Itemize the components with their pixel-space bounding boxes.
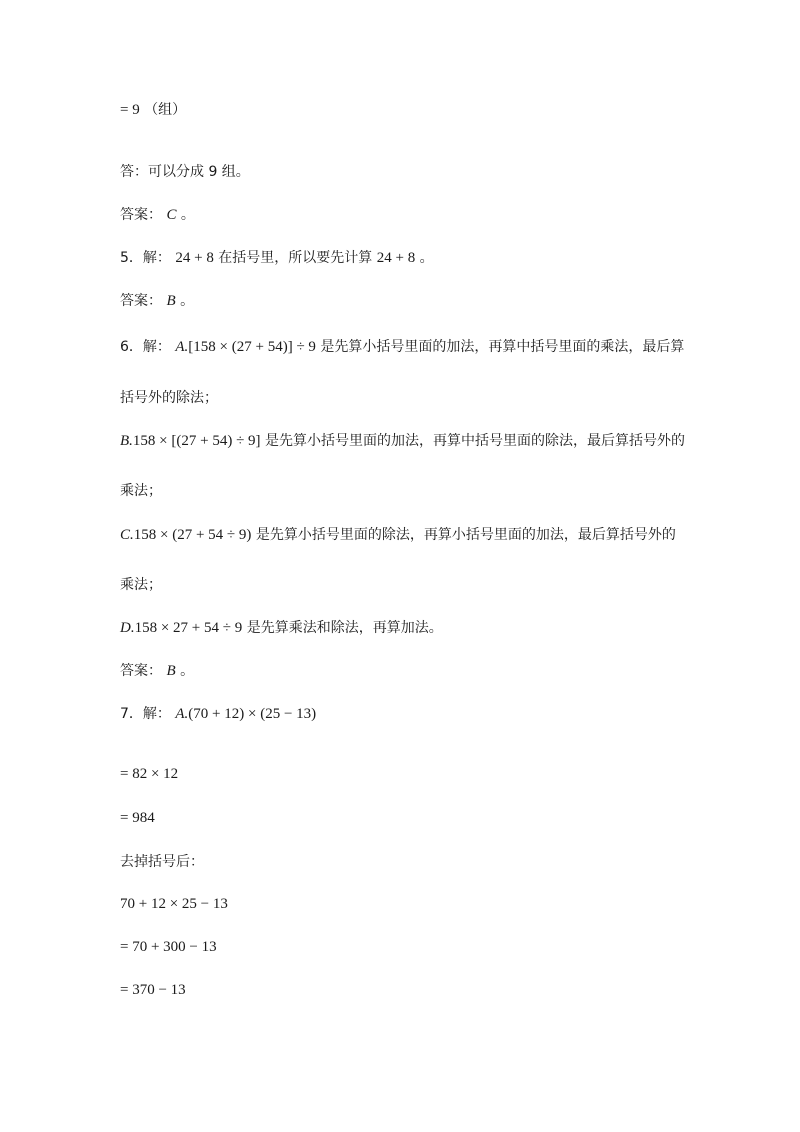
line-calc-step xyxy=(120,937,217,957)
math-expression: = 82 × 12 xyxy=(120,766,179,782)
line-answer-sentence xyxy=(120,162,250,182)
option-letter: A. xyxy=(175,339,189,355)
answer-label: 答案： xyxy=(120,207,162,223)
line-continuation xyxy=(120,388,218,408)
line-remove-brackets xyxy=(120,852,204,872)
math-expression: 24 + 8 xyxy=(376,250,416,266)
line-option-d xyxy=(120,618,443,638)
answer-choice: B xyxy=(166,663,176,679)
period: 。 xyxy=(180,293,195,309)
period: 。 xyxy=(180,663,195,679)
math-expression: = 370 − 13 xyxy=(120,982,186,998)
line-question-6 xyxy=(120,337,684,357)
line-option-b xyxy=(120,431,685,451)
explanation-text: 是先算小括号里面的除法，再算小括号里面的加法，最后算括号外的 xyxy=(255,527,676,543)
explanation-text: 是先算小括号里面的加法，再算中括号里面的除法，最后算括号外的 xyxy=(265,433,686,449)
math-expression: 158 × (27 + 54 ÷ 9) xyxy=(133,527,252,543)
answer-choice: C xyxy=(166,207,177,223)
line-question-7 xyxy=(120,704,316,724)
line-continuation xyxy=(120,575,162,595)
question-number: 5．解： xyxy=(120,250,171,266)
answer-choice: B xyxy=(166,293,176,309)
option-letter: C. xyxy=(120,527,134,543)
math-expression: 158 × 27 + 54 ÷ 9 xyxy=(134,620,243,636)
math-expression: [158 × (27 + 54)] ÷ 9 xyxy=(188,339,316,355)
explanation-text: 是先算小括号里面的加法，再算中括号里面的乘法，最后算 xyxy=(320,339,685,355)
option-letter: A. xyxy=(175,706,189,722)
explanation-text: 乘法； xyxy=(120,483,162,499)
unit-text: （组） xyxy=(144,102,187,118)
line-answer-choice xyxy=(120,205,195,225)
line-answer-choice xyxy=(120,661,194,681)
question-number: 6．解： xyxy=(120,339,171,355)
math-expression: 24 + 8 xyxy=(175,250,214,266)
math-expression: = 70 + 300 − 13 xyxy=(120,939,217,955)
math-expression: (70 + 12) × (25 − 13) xyxy=(188,706,317,722)
period: 。 xyxy=(180,207,195,223)
line-calc-step xyxy=(120,980,186,1000)
math-expression: 158 × [(27 + 54) ÷ 9] xyxy=(132,433,261,449)
line-result-groups xyxy=(120,100,186,120)
answer-label: 答案： xyxy=(120,293,162,309)
option-letter: D. xyxy=(120,620,135,636)
line-calc-step xyxy=(120,808,155,828)
line-calc-step xyxy=(120,894,228,914)
answer-label: 答案： xyxy=(120,663,162,679)
line-question-5 xyxy=(120,248,434,268)
question-number: 7．解： xyxy=(120,706,171,722)
explanation-text: 在括号里，所以要先计算 xyxy=(218,250,373,266)
math-expression: = 984 xyxy=(120,810,155,826)
math-expression: = 9 xyxy=(120,102,140,118)
explanation-text: 乘法； xyxy=(120,577,162,593)
period: 。 xyxy=(419,250,434,266)
option-letter: B. xyxy=(120,433,133,449)
line-continuation xyxy=(120,481,162,501)
line-calc-step xyxy=(120,764,178,784)
math-expression: 70 + 12 × 25 − 13 xyxy=(120,896,228,912)
line-answer-choice xyxy=(120,291,194,311)
explanation-text: 去掉括号后： xyxy=(120,854,204,870)
explanation-text: 是先算乘法和除法，再算加法。 xyxy=(246,620,443,636)
answer-text: 答：可以分成 9 组。 xyxy=(120,164,250,180)
line-option-c xyxy=(120,525,676,545)
explanation-text: 括号外的除法； xyxy=(120,390,218,406)
